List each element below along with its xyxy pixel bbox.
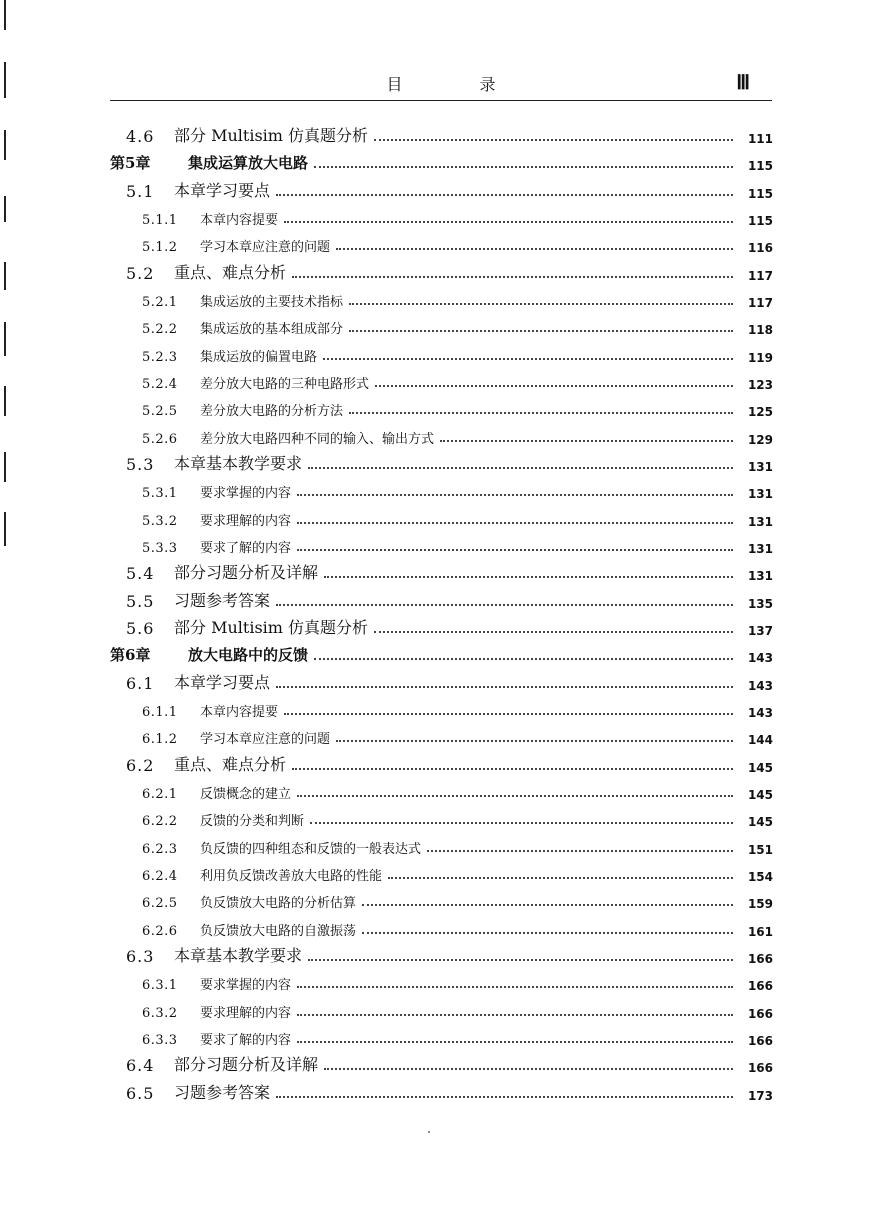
toc-number: 6.2.2 [142,814,178,829]
toc-page-number: 137 [747,624,773,638]
toc-title: 部分 Multisim 仿真题分析 [174,618,369,637]
toc-page-number: 131 [747,515,773,529]
toc-title: 集成运放的基本组成部分 [200,322,344,337]
toc-title: 利用负反馈改善放大电路的性能 [200,869,383,884]
toc-number: 6.2.3 [142,842,178,857]
toc-page-number: 129 [747,433,773,447]
dot-leader [276,1096,733,1098]
toc-subsection[interactable] [0,913,869,939]
header-rule [110,100,772,101]
dot-leader [336,740,733,742]
toc-title: 负反馈放大电路的分析估算 [200,896,357,911]
dot-leader [323,358,733,360]
dot-leader [292,768,733,770]
toc-page-number: 166 [747,1007,773,1021]
toc-title: 反馈概念的建立 [200,787,292,802]
toc-title: 集成运放的主要技术指标 [200,295,344,310]
toc-page-number: 173 [747,1089,773,1103]
toc-page-number: 166 [747,1034,773,1048]
dot-leader [308,467,733,469]
toc-number: 5.4 [126,564,155,583]
toc-number: 6.5 [126,1084,155,1103]
toc-subsection[interactable] [0,858,869,884]
toc-subsection[interactable] [0,776,869,802]
header-title: 目 录 [386,75,532,94]
toc-subsection[interactable] [0,694,869,720]
toc-subsection[interactable] [0,995,869,1021]
toc-page-number: 135 [747,597,773,611]
toc-page-number: 166 [747,952,773,966]
toc-section[interactable] [0,612,869,638]
toc-title: 要求了解的内容 [200,1033,292,1048]
toc-subsection[interactable] [0,421,869,447]
toc-page-number: 159 [747,897,773,911]
dot-leader [440,440,733,442]
dot-leader [324,576,733,578]
toc-title: 部分习题分析及详解 [174,563,319,582]
dot-leader [314,166,733,168]
scan-speck [428,1131,430,1133]
toc-number: 5.3.2 [142,514,178,529]
dot-leader [362,904,733,906]
toc-title: 习题参考答案 [174,1083,271,1102]
toc-subsection[interactable] [0,202,869,228]
toc-subsection[interactable] [0,284,869,310]
toc-page-number: 119 [747,351,773,365]
toc-title: 差分放大电路的分析方法 [200,404,344,419]
dot-leader [374,139,733,141]
dot-leader [349,412,733,414]
toc-title: 要求理解的内容 [200,1006,292,1021]
toc-subsection[interactable] [0,1022,869,1048]
header-page-number: Ⅲ [736,72,750,94]
toc-page-number: 131 [747,460,773,474]
scan-mark [4,0,6,30]
toc-section[interactable] [0,557,869,583]
dot-leader [388,877,733,879]
dot-leader [349,303,733,305]
toc-title: 负反馈的四种组态和反馈的一般表达式 [200,842,422,857]
toc-section[interactable] [0,448,869,474]
toc-page-number: 116 [747,241,773,255]
toc-number: 5.1.1 [142,213,178,228]
toc-subsection[interactable] [0,503,869,529]
dot-leader [297,522,733,524]
toc-title: 学习本章应注意的问题 [200,240,331,255]
toc-section[interactable] [0,940,869,966]
toc-number: 5.3.3 [142,541,178,556]
toc-number: 6.3 [126,947,155,966]
toc-title: 要求掌握的内容 [200,978,292,993]
toc-title: 本章基本教学要求 [174,946,303,965]
toc-number: 6.3.1 [142,978,178,993]
toc-title: 本章基本教学要求 [174,454,303,473]
toc-page-number: 131 [747,542,773,556]
dot-leader [349,330,733,332]
toc-number: 6.3.3 [142,1033,178,1048]
toc-title: 要求理解的内容 [200,514,292,529]
toc-number: 6.2.6 [142,924,178,939]
dot-leader [314,658,733,660]
dot-leader [362,932,733,934]
toc-number: 6.4 [126,1056,155,1075]
dot-leader [297,549,733,551]
toc-subsection[interactable] [0,885,869,911]
toc-page-number: 143 [747,651,773,665]
toc-title: 重点、难点分析 [174,263,287,282]
toc-title: 部分习题分析及详解 [174,1055,319,1074]
toc-page-number: 143 [747,679,773,693]
toc-page-number: 145 [747,761,773,775]
dot-leader [375,385,733,387]
dot-leader [284,221,733,223]
page-header [110,70,772,100]
toc-number: 5.1.2 [142,240,178,255]
toc-section[interactable] [0,120,869,146]
toc-page-number: 151 [747,843,773,857]
dot-leader [297,795,733,797]
toc-number: 6.2 [126,756,155,775]
toc-subsection[interactable] [0,831,869,857]
toc-page-number: 115 [747,159,773,173]
dot-leader [297,1041,733,1043]
toc-section[interactable] [0,257,869,283]
toc-chapter[interactable] [0,639,869,665]
toc-section[interactable] [0,175,869,201]
toc-subsection[interactable] [0,311,869,337]
dot-leader [336,248,733,250]
dot-leader [297,494,733,496]
toc-number: 6.1.1 [142,705,178,720]
toc-title: 本章内容提要 [200,705,279,720]
toc-subsection[interactable] [0,967,869,993]
toc-page-number: 117 [747,269,773,283]
toc-number: 5.3 [126,455,155,474]
toc-title: 集成运放的偏置电路 [200,350,318,365]
toc-number: 6.2.4 [142,869,178,884]
toc-page-number: 154 [747,870,773,884]
dot-leader [276,604,733,606]
toc-number: 5.2 [126,264,155,283]
toc-page-number: 117 [747,296,773,310]
toc-title: 反馈的分类和判断 [200,814,305,829]
dot-leader [297,986,733,988]
scan-mark [4,62,6,98]
toc-number: 第6章 [110,646,151,664]
dot-leader [374,631,733,633]
toc-number: 5.3.1 [142,486,178,501]
toc-title: 本章学习要点 [174,673,271,692]
toc-page-number: 161 [747,925,773,939]
toc-title: 差分放大电路四种不同的输入、输出方式 [200,432,435,447]
toc-page-number: 166 [747,1061,773,1075]
toc-page-number: 145 [747,815,773,829]
toc-section[interactable] [0,667,869,693]
dot-leader [276,194,733,196]
toc-number: 6.2.1 [142,787,178,802]
toc-page-number: 125 [747,405,773,419]
toc-section[interactable] [0,749,869,775]
toc-page-number: 144 [747,733,773,747]
toc-subsection[interactable] [0,339,869,365]
toc-page-number: 166 [747,979,773,993]
dot-leader [324,1068,733,1070]
dot-leader [310,822,733,824]
toc-number: 5.6 [126,619,155,638]
toc-number: 6.1.2 [142,732,178,747]
toc-title: 部分 Multisim 仿真题分析 [174,126,369,145]
toc-number: 5.5 [126,592,155,611]
toc-title: 本章内容提要 [200,213,279,228]
toc-subsection[interactable] [0,366,869,392]
toc-number: 5.2.2 [142,322,178,337]
toc-title: 本章学习要点 [174,181,271,200]
table-of-contents [0,120,869,1125]
toc-subsection[interactable] [0,530,869,556]
toc-title: 习题参考答案 [174,591,271,610]
dot-leader [276,686,733,688]
toc-section[interactable] [0,1077,869,1103]
toc-section[interactable] [0,585,869,611]
toc-subsection[interactable] [0,229,869,255]
toc-title: 差分放大电路的三种电路形式 [200,377,370,392]
dot-leader [284,713,733,715]
toc-page-number: 115 [747,214,773,228]
toc-page-number: 118 [747,323,773,337]
toc-page-number: 131 [747,487,773,501]
toc-page-number: 131 [747,569,773,583]
toc-number: 第5章 [110,154,151,172]
toc-subsection[interactable] [0,803,869,829]
toc-page-number: 123 [747,378,773,392]
toc-page-number: 143 [747,706,773,720]
toc-number: 5.2.6 [142,432,178,447]
toc-title: 集成运算放大电路 [188,154,309,172]
dot-leader [292,276,733,278]
toc-title: 要求了解的内容 [200,541,292,556]
toc-title: 放大电路中的反馈 [188,646,309,664]
toc-subsection[interactable] [0,721,869,747]
toc-number: 5.2.4 [142,377,178,392]
toc-page-number: 115 [747,187,773,201]
toc-section[interactable] [0,1049,869,1075]
toc-page-number: 145 [747,788,773,802]
toc-chapter[interactable] [0,147,869,173]
toc-title: 学习本章应注意的问题 [200,732,331,747]
toc-page-number: 111 [747,132,773,146]
toc-title: 负反馈放大电路的自激振荡 [200,924,357,939]
toc-title: 重点、难点分析 [174,755,287,774]
toc-number: 5.2.5 [142,404,178,419]
dot-leader [297,1014,733,1016]
toc-number: 6.1 [126,674,155,693]
dot-leader [308,959,733,961]
toc-number: 5.2.3 [142,350,178,365]
toc-title: 要求掌握的内容 [200,486,292,501]
toc-subsection[interactable] [0,393,869,419]
toc-subsection[interactable] [0,475,869,501]
toc-number: 5.2.1 [142,295,178,310]
toc-number: 4.6 [126,127,155,146]
toc-number: 6.2.5 [142,896,178,911]
toc-number: 5.1 [126,182,155,201]
toc-number: 6.3.2 [142,1006,178,1021]
dot-leader [427,850,733,852]
